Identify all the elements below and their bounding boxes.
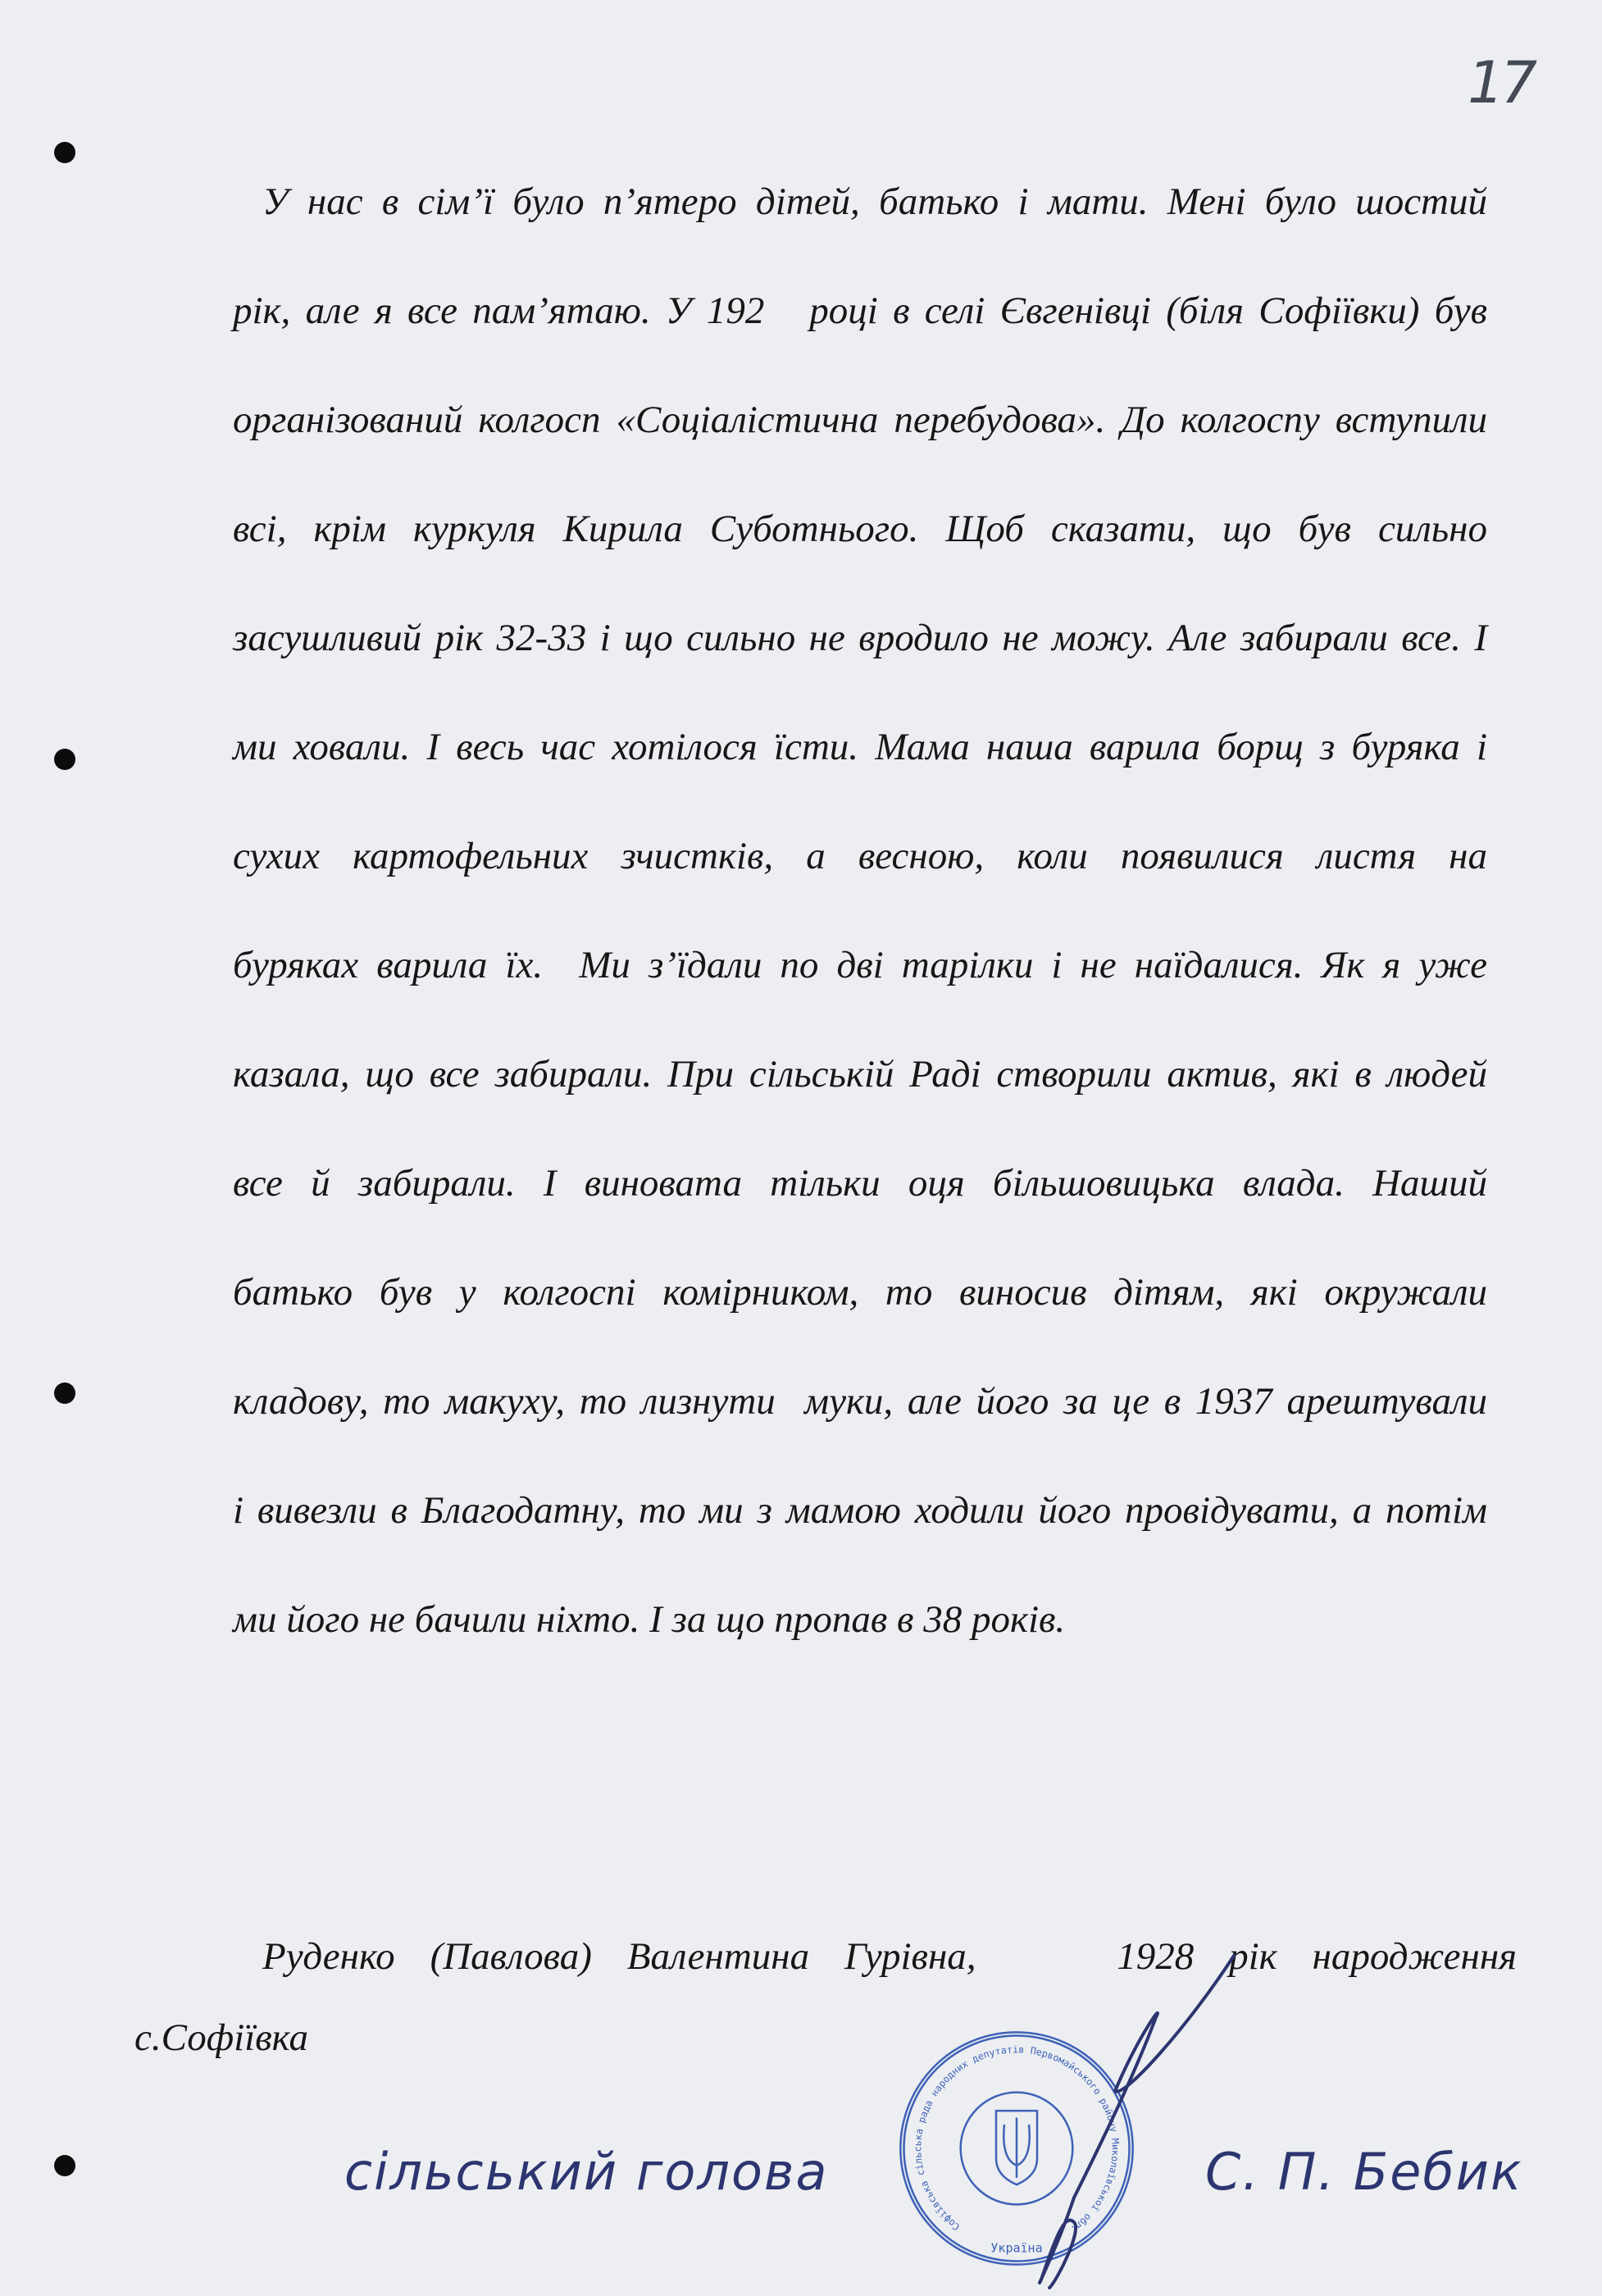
text-line-content: ми ховали. І весь час хотілося їсти. Мама наша варила борщ з буряка і <box>233 726 1487 768</box>
page-number: 17 <box>1468 49 1535 116</box>
witness-name-line <box>233 1902 1517 2011</box>
text-line-content: У нас в сім’ї було п’ятеро дітей, батько і мати. Мені було шостий <box>262 180 1487 223</box>
text-line <box>233 257 1487 366</box>
text-line-content: казала, що все забирали. При сільській Раді створили актив, які в людей <box>233 1053 1487 1096</box>
text-line-content: буряках варила їх. Ми з’їдали по дві тарілки і не наїдалися. Як я уже <box>233 944 1487 986</box>
text-line <box>233 802 1487 911</box>
text-line <box>233 1565 1487 1674</box>
punch-hole <box>54 142 75 163</box>
text-line-content: батько був у колгоспі комірником, то виносив дітям, які окружали <box>233 1271 1487 1314</box>
signature-scribble <box>1025 1952 1238 2296</box>
text-line <box>233 1129 1487 1238</box>
punch-hole <box>54 1383 75 1404</box>
text-line <box>233 584 1487 693</box>
testimony-text <box>233 148 1487 1674</box>
handwritten-title: сільський голова <box>344 2142 829 2202</box>
place-name: с.Софіївка <box>134 2016 308 2059</box>
text-line <box>233 1238 1487 1347</box>
text-line <box>233 475 1487 584</box>
witness-name-text: Руденко (Павлова) Валентина Гурівна, 1928 рік народження <box>262 1935 1517 1978</box>
text-line-content: і вивезли в Благодатну, то ми з мамою ходили його провідувати, а потім <box>233 1489 1487 1532</box>
text-line-content: ми його не бачили ніхто. І за що пропав в 38 років. <box>233 1598 1066 1641</box>
text-line <box>233 366 1487 475</box>
text-line-content: все й забирали. І виновата тільки оця більшовицька влада. Наший <box>233 1162 1487 1205</box>
punch-hole <box>54 2155 75 2176</box>
text-line <box>233 1347 1487 1456</box>
text-line <box>233 148 1487 257</box>
stamp-ring-text: Софіївська сільська рада народних депутатів Первомайського району Миколаївської обл. <box>912 2043 1122 2235</box>
text-line-content: кладову, то макуху, то лизнути муки, але його за це в 1937 арештували <box>233 1380 1487 1423</box>
text-line-content: рік, але я все пам’ятаю. У 192 році в селі Євгенівці (біля Софіївки) був <box>233 289 1487 332</box>
text-line <box>233 1020 1487 1129</box>
text-line-content: організований колгосп «Соціалістична перебудова». До колгоспу вступили <box>233 399 1487 441</box>
punch-hole <box>54 749 75 770</box>
text-line-content: засушливий рік 32-33 і що сильно не вродило не можу. Але забирали все. І <box>233 617 1487 659</box>
text-line <box>233 1456 1487 1565</box>
text-line <box>233 911 1487 1020</box>
stamp-bottom-text: Україна <box>990 2240 1043 2256</box>
text-line <box>233 693 1487 802</box>
text-line-content: всі, крім куркуля Кирила Суботнього. Щоб сказати, що був сильно <box>233 508 1487 550</box>
handwritten-name: С. П. Бебик <box>1205 2142 1523 2202</box>
text-line-content: сухих картофельних зчистків, а весною, коли появилися листя на <box>233 835 1487 877</box>
